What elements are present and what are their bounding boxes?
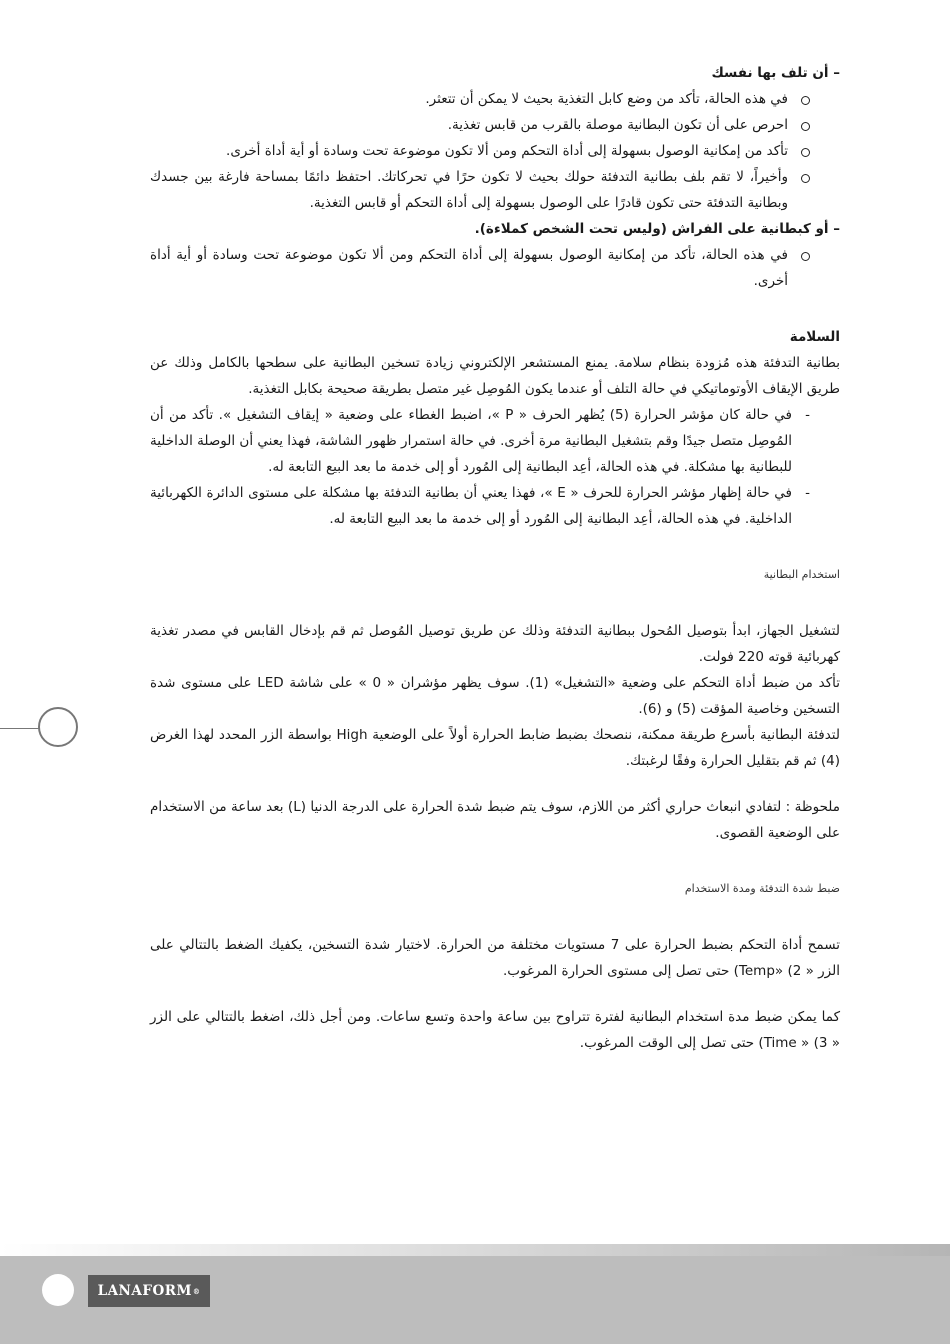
usage-paragraph: لتشغيل الجهاز، ابدأ بتوصيل المُحول ببطانية التدفئة وذلك عن طريق توصيل المُوصل ثم قم بإدخال القابس في مصدر تغذية كهربائية قوته 220 فولت. [150, 623, 840, 665]
adjust-title: ضبط شدة التدفئة ومدة الاستخدام [684, 882, 840, 895]
section-tab-line [0, 728, 42, 729]
section-tab-circle [38, 707, 78, 747]
spacer [150, 774, 840, 794]
brand-name: LANAFORM [97, 1283, 192, 1299]
usage-paragraph: لتدفئة البطانية بأسرع طريقة ممكنة، ننصحك بضبط ضابط الحرارة أولاً على الوضعية High بواسطة الزر المحدد لهذا الغرض (4) ثم قم بتقليل الحرارة وفقًا لرغبتك. [150, 727, 840, 769]
heading-wrap-yourself: – أن تلف بها نفسك [711, 65, 840, 81]
safety-list [150, 402, 840, 532]
page-content [150, 60, 840, 1056]
list-item: في هذه الحالة، تأكد من وضع كابل التغذية بحيث لا يمكن أن تتعثر. [150, 86, 840, 112]
blanket-instructions-list [150, 242, 840, 294]
usage-title: استخدام البطانية [763, 568, 840, 581]
list-item: في هذه الحالة، تأكد من إمكانية الوصول بسهولة إلى أداة التحكم ومن ألا تكون موضوعة تحت وسادة أو أية أداة أخرى. [150, 242, 840, 294]
registered-mark: ® [192, 1286, 201, 1296]
list-item: تأكد من إمكانية الوصول بسهولة إلى أداة التحكم ومن ألا تكون موضوعة تحت وسادة أو أية أداة أخرى. [150, 138, 840, 164]
usage-note: ملحوظة : لتفادي انبعاث حراري أكثر من اللازم، سوف يتم ضبط شدة الحرارة على الدرجة الدنيا (L) بعد ساعة من الاستخدام على الوضعية القصوى. [150, 799, 840, 841]
spacer [150, 902, 840, 932]
wrap-instructions-list [150, 86, 840, 216]
spacer [150, 846, 840, 876]
page-number-circle [42, 1274, 74, 1306]
adjust-paragraph: كما يمكن ضبط مدة استخدام البطانية لفترة تتراوح بين ساعة واحدة وتسع ساعات. ومن أجل ذلك، اضغط بالتتالي على الزر « 3) « Time) حتى تصل إلى الوقت المرغوب. [150, 1009, 840, 1051]
spacer [150, 984, 840, 1004]
spacer [150, 294, 840, 324]
list-item: وأخيراً، لا تقم بلف بطانية التدفئة حولك بحيث لا تكون حرًا في تحركاتك. احتفظ دائمًا بمساحة فارغة بين جسدك وبطانية التدفئة حتى تكون قادرًا على الوصول بسهولة إلى أداة التحكم أو قابس التغذية. [150, 164, 840, 216]
heading-bed-blanket: – أو كبطانية على الفراش (وليس تحت الشخص كملاءة). [474, 221, 840, 237]
spacer [150, 588, 840, 618]
list-item: - في حالة إظهار مؤشر الحرارة للحرف « E »، فهذا يعني أن بطانية التدفئة بها مشكلة على مستوى الدائرة الكهربائية الداخلية. في هذه الحالة، أعِد البطانية إلى المُورد أو إلى خدمة ما بعد البيع التابعة له. [150, 480, 840, 532]
list-item: - في حالة كان مؤشر الحرارة (5) يُظهر الحرف « P »، اضبط الغطاء على وضعية « إيقاف التشغيل ». تأكد من أن المُوصِل متصل جيدًا وقم بتشغيل البطانية مرة أخرى. في حالة استمرار ظهور الشاشة، فهذا يعني أن الوصلة الداخلية للبطانية بها مشكلة. في هذه الحالة، أعِد البطانية إلى المُورد أو إلى خدمة ما بعد البيع التابعة له. [150, 402, 840, 480]
spacer [150, 532, 840, 562]
list-item: احرص على أن تكون البطانية موصلة بالقرب من قابس تغذية. [150, 112, 840, 138]
footer-gradient [0, 1244, 950, 1256]
safety-title: السلامة [789, 329, 840, 345]
adjust-paragraph: تسمح أداة التحكم بضبط الحرارة على 7 مستويات مختلفة من الحرارة. لاختيار شدة التسخين، يكفيك الضغط بالتتالي على الزر « 2) «Temp) حتى تصل إلى مستوى الحرارة المرغوب. [150, 937, 840, 979]
brand-logo [88, 1275, 210, 1307]
safety-intro: بطانية التدفئة هذه مُزودة بنظام سلامة. يمنع المستشعر الإلكتروني زيادة تسخين البطانية على سطحها بالكامل وذلك عن طريق الإيقاف الأوتوماتيكي في حالة التلف أو عندما يكون المُوصِل غير متصل بطريقة صحيحة بكابل التغذية. [150, 355, 840, 397]
usage-paragraph: تأكد من ضبط أداة التحكم على وضعية «التشغيل» (1). سوف يظهر مؤشران « 0 » على شاشة LED على مستوى شدة التسخين وخاصية المؤقت (5) و (6). [150, 675, 840, 717]
